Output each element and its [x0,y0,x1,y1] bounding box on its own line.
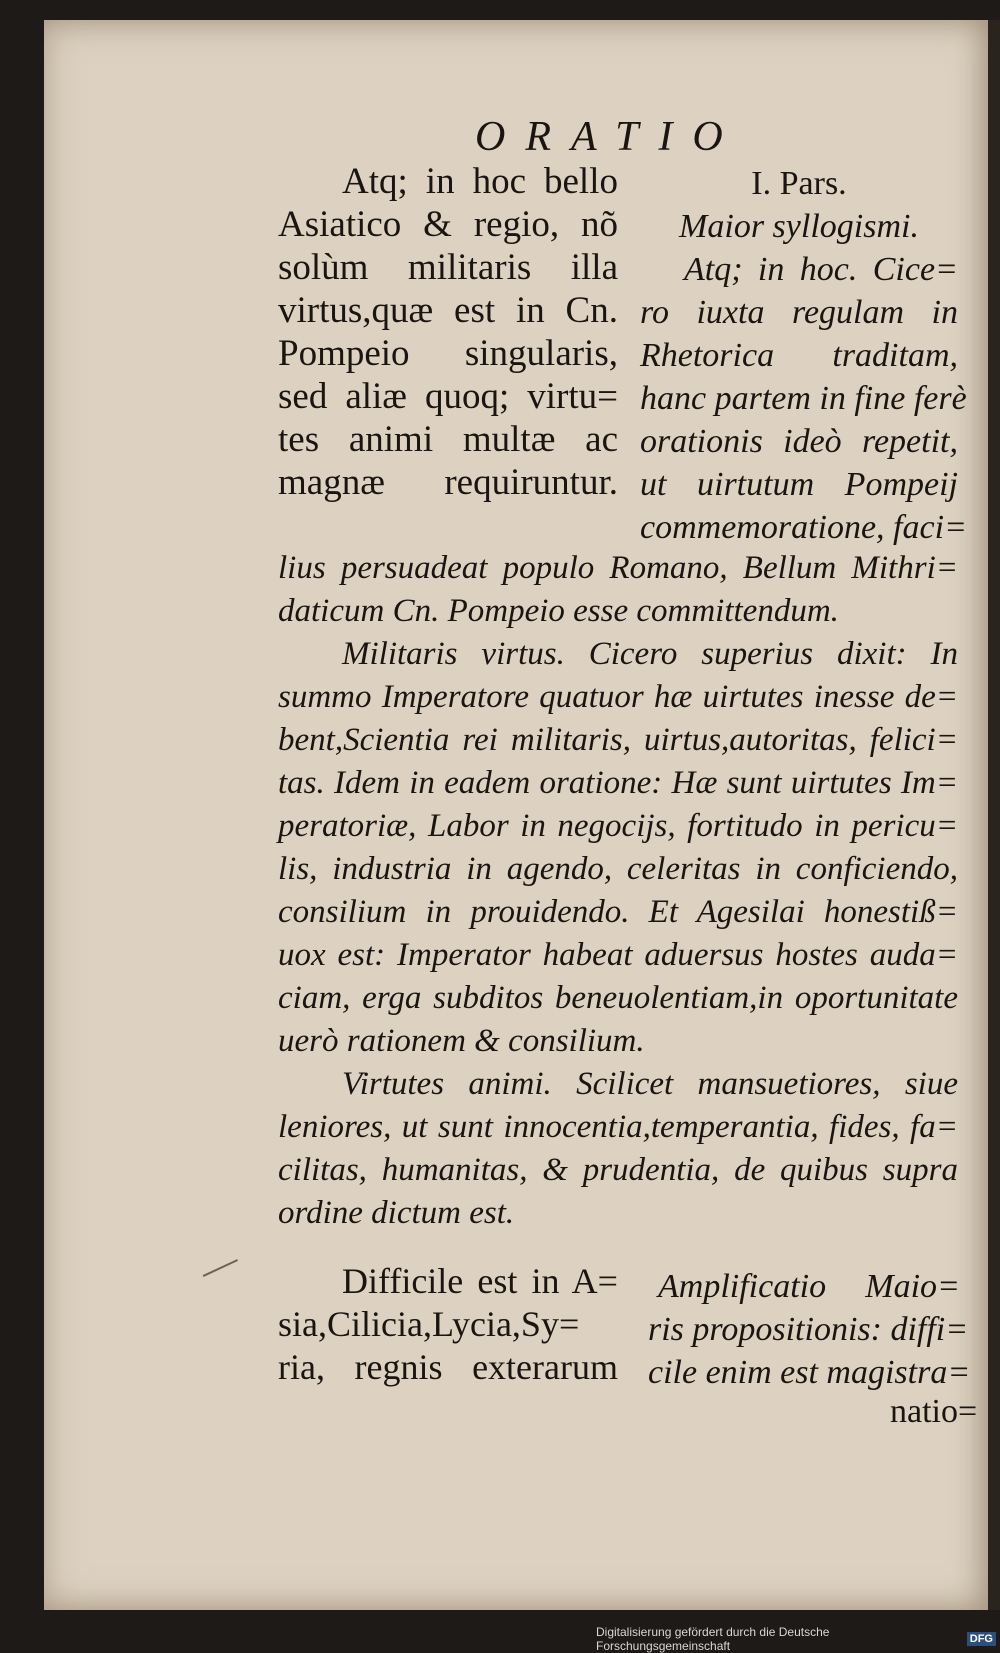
commentary-block [278,547,958,1235]
main-line: tes animi multæ ac [278,419,618,460]
commentary-line: consilium in prouidendo. Et Agesilai honestiß= [278,894,958,930]
note-line: commemoratione, faci= [640,509,967,546]
commentary-continuation [648,1265,971,1394]
commentary-line: cilitas, humanitas, & prudentia, de quibus supra [278,1152,958,1188]
note-line: ro iuxta regulam in [640,294,958,331]
commentary-line: peratoriæ, Labor in negocijs, fortitudo in pericu= [278,808,958,844]
note-line: hanc partem in fine ferè [640,380,967,417]
section-subheading: Maior syllogismi. [679,208,919,245]
main-line: ria, regnis exterarum [278,1347,618,1387]
commentary-line: daticum Cn. Pompeio esse committendum. [278,593,839,629]
margin-pen-mark [203,1259,248,1297]
running-header: ORATIO [475,114,743,160]
commentary-line: bent,Scientia rei militaris, uirtus,autoritas, felici= [278,722,958,758]
section-heading: I. Pars. [751,165,847,202]
commentary-line: Virtutes animi. Scilicet mansuetiores, siue [342,1066,958,1102]
main-line: magnæ requiruntur. [278,462,618,503]
main-line: Difficile est in A= [342,1261,618,1301]
note-line: ut uirtutum Pompeij [640,466,958,503]
commentary-line: lius persuadeat populo Romano, Bellum Mithri= [278,550,958,586]
note-line: ris propositionis: diffi= [648,1311,969,1348]
main-line: Atq; in hoc bello [342,161,618,202]
main-line: Pompeio singularis, [278,333,618,374]
main-line: sia,Cilicia,Lycia,Sy= [278,1304,580,1344]
main-text-column [278,160,618,504]
commentary-line: ordine dictum est. [278,1195,515,1231]
main-line: sed aliæ quoq; virtu= [278,376,618,417]
dfg-logo: DFG [967,1632,996,1646]
main-text-continuation [278,1260,618,1389]
note-line: Atq; in hoc. Cice= [684,251,958,288]
main-line: solùm militaris illa [278,247,618,288]
catchword: natio= [890,1393,978,1430]
digitization-footer [596,1626,1000,1652]
footer-text: Digitalisierung gefördert durch die Deutsche Forschungsgemeinschaft [596,1625,830,1653]
commentary-column [640,162,967,549]
commentary-line: Militaris virtus. Cicero superius dixit: In [342,636,958,672]
main-line: virtus,quæ est in Cn. [278,290,618,331]
commentary-line: lis, industria in agendo, celeritas in conficiendo, [278,851,958,887]
commentary-line: leniores, ut sunt innocentia,temperantia, fides, fa= [278,1109,958,1145]
main-line: Asiatico & regio, nõ [278,204,618,245]
commentary-line: tas. Idem in eadem oratione: Hæ sunt uirtutes Im= [278,765,958,801]
commentary-line: summo Imperatore quatuor hæ uirtutes inesse de= [278,679,958,715]
commentary-line: uerò rationem & consilium. [278,1023,645,1059]
note-line: orationis ideò repetit, [640,423,958,460]
note-line: Amplificatio Maio= [658,1268,960,1305]
note-line: Rhetorica traditam, [640,337,958,374]
commentary-line: uox est: Imperator habeat aduersus hostes auda= [278,937,958,973]
commentary-line: ciam, erga subditos beneuolentiam,in oportunitate [278,980,958,1016]
note-line: cile enim est magistra= [648,1354,971,1391]
